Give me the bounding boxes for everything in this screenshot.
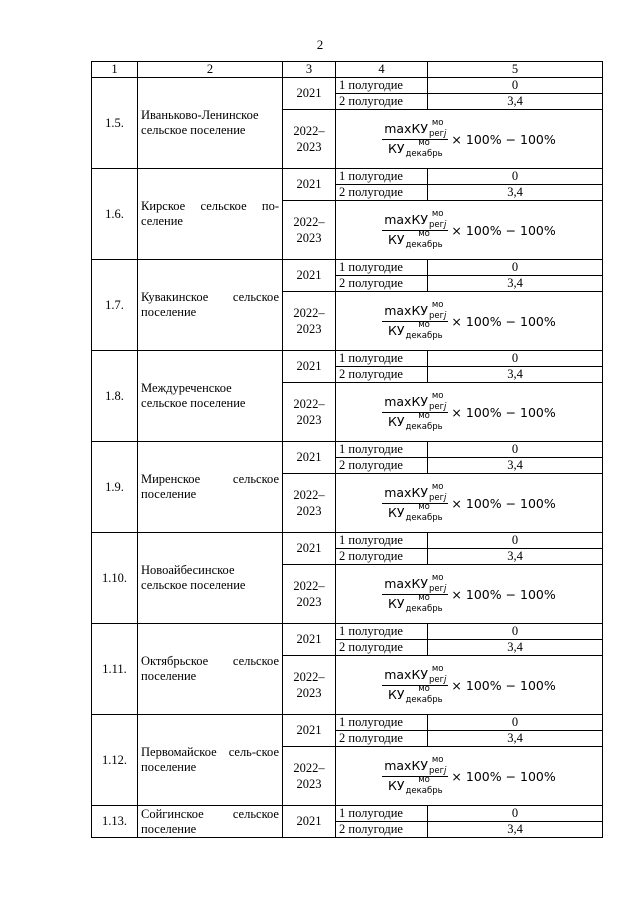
value-cell: 0 [428,442,603,458]
formula-sub [429,676,446,685]
half-year-label: 2 полугодие [336,94,428,110]
data-table [91,61,603,838]
formula-sub [429,403,446,412]
formula [382,117,556,159]
formula-sub-text: рег [428,311,445,321]
formula-sub-text: декабрь [405,513,443,523]
year-cell: 2021 [283,624,336,656]
formula [382,572,556,614]
formula-sub-text: декабрь [405,786,443,796]
value-cell: 3,4 [428,94,603,110]
row-number: 1.5. [92,78,138,169]
fraction [382,754,448,796]
fraction [382,663,448,705]
formula-sup: мо [418,592,430,603]
formula-ku: КУ [388,413,405,429]
formula-ku: КУ [388,595,405,611]
formula-sub-text: рег [428,402,445,412]
value-cell: 0 [428,169,603,185]
half-year-label: 2 полугодие [336,549,428,565]
fraction-denominator [386,592,445,614]
formula-cell [336,656,603,715]
value-cell: 3,4 [428,367,603,383]
formula-index [428,117,447,139]
half-year-label: 2 полугодие [336,185,428,201]
fraction-denominator [386,410,445,432]
year-cell: 2022–2023 [283,292,336,351]
formula-sup: мо [431,572,444,583]
page-number: 2 [316,37,324,52]
fraction-denominator [386,137,445,159]
value-cell: 3,4 [428,276,603,292]
year-cell: 2022–2023 [283,201,336,260]
formula-ku: КУ [388,777,405,793]
formula-sup: мо [431,390,444,401]
value-cell: 0 [428,351,603,367]
value-cell: 3,4 [428,640,603,656]
table-row [92,533,603,549]
year-cell: 2021 [283,533,336,565]
value-cell: 0 [428,624,603,640]
row-number: 1.12. [92,715,138,806]
formula-index [405,319,443,341]
formula-rest: × 100% − 100% [451,131,556,147]
year-cell: 2022–2023 [283,747,336,806]
formula-ku: КУ [411,575,428,591]
formula-max: max [384,393,412,409]
fraction-numerator [382,208,448,231]
formula-sub-text: декабрь [405,422,443,432]
formula-cell [336,292,603,351]
value-cell: 0 [428,78,603,94]
formula-sub-text: декабрь [405,149,443,159]
row-number: 1.7. [92,260,138,351]
formula [382,663,556,705]
formula-sub-text: рег [428,129,445,139]
formula-sub-text: декабрь [405,695,443,705]
formula-ku: КУ [388,231,405,247]
formula-index [428,299,447,321]
fraction-numerator [382,663,448,686]
settlement-name: Первомайское сель-ское поселение [138,715,283,806]
year-cell: 2021 [283,78,336,110]
half-year-label: 2 полугодие [336,276,428,292]
formula-max: max [384,302,412,318]
half-year-label: 1 полугодие [336,78,428,94]
fraction-denominator [386,228,445,250]
year-cell: 2022–2023 [283,565,336,624]
formula-sub-text: рег [428,584,445,594]
formula-index [428,663,447,685]
formula-sup: мо [431,754,444,765]
formula-ku: КУ [411,757,428,773]
half-year-label: 1 полугодие [336,806,428,822]
formula-index [428,208,447,230]
fraction-numerator [382,572,448,595]
half-year-label: 1 полугодие [336,442,428,458]
formula-rest: × 100% − 100% [451,495,556,511]
value-cell: 0 [428,260,603,276]
formula-index [405,774,443,796]
formula-sup: мо [418,501,430,512]
table-row [92,260,603,276]
fraction [382,299,448,341]
formula-sub-text: декабрь [405,240,443,250]
formula-ku: КУ [411,393,428,409]
fraction [382,117,448,159]
formula-sup: мо [418,319,430,330]
half-year-label: 1 полугодие [336,351,428,367]
header-cell: 1 [92,62,138,78]
formula-sub-j: j [444,584,447,594]
formula-sub [429,767,446,776]
table-row [92,442,603,458]
row-number: 1.13. [92,806,138,838]
half-year-label: 2 полугодие [336,458,428,474]
value-cell: 3,4 [428,185,603,201]
formula-sub-j: j [444,129,447,139]
formula-sub-j: j [444,766,447,776]
row-number: 1.8. [92,351,138,442]
formula [382,481,556,523]
formula-sup: мо [418,683,430,694]
year-cell: 2021 [283,260,336,292]
formula-ku: КУ [411,666,428,682]
formula-ku: КУ [388,686,405,702]
year-cell: 2022–2023 [283,656,336,715]
table-row [92,351,603,367]
half-year-label: 2 полугодие [336,731,428,747]
formula-sub-text: декабрь [405,331,443,341]
formula-index [405,137,443,159]
formula-sup: мо [431,481,444,492]
fraction-denominator [386,774,445,796]
formula-cell [336,110,603,169]
formula-index [428,390,447,412]
formula-rest: × 100% − 100% [451,222,556,238]
formula-sub-text: рег [428,220,445,230]
formula-rest: × 100% − 100% [451,768,556,784]
half-year-label: 2 полугодие [336,367,428,383]
half-year-label: 2 полугодие [336,640,428,656]
table-row [92,624,603,640]
formula-sup: мо [431,299,444,310]
formula [382,754,556,796]
settlement-name: Миренское сельское поселение [138,442,283,533]
formula-sub-text: рег [428,675,445,685]
year-cell: 2021 [283,169,336,201]
formula-sub-j: j [444,493,447,503]
half-year-label: 1 полугодие [336,624,428,640]
formula-sup: мо [418,228,430,239]
half-year-label: 2 полугодие [336,822,428,838]
formula-index [428,481,447,503]
formula-index [405,410,443,432]
formula-cell [336,201,603,260]
year-cell: 2021 [283,351,336,383]
formula-sup: мо [418,774,430,785]
value-cell: 3,4 [428,731,603,747]
formula-sub-j: j [444,675,447,685]
formula-index [405,592,443,614]
formula [382,390,556,432]
formula-ku: КУ [411,211,428,227]
header-cell: 3 [283,62,336,78]
formula-sub-j: j [444,220,447,230]
formula-max: max [384,211,412,227]
half-year-label: 1 полугодие [336,715,428,731]
formula-index [405,228,443,250]
table-row [92,715,603,731]
formula-index [405,683,443,705]
formula-ku: КУ [411,120,428,136]
fraction [382,481,448,523]
formula-sup: мо [431,663,444,674]
fraction-numerator [382,754,448,777]
year-cell: 2021 [283,715,336,747]
fraction-denominator [386,319,445,341]
formula-index [405,501,443,523]
settlement-name: Новоайбесинское сельское поселение [138,533,283,624]
value-cell: 0 [428,715,603,731]
row-number: 1.10. [92,533,138,624]
formula-sup: мо [431,208,444,219]
formula-cell [336,383,603,442]
table-row [92,806,603,822]
row-number: 1.11. [92,624,138,715]
value-cell: 0 [428,806,603,822]
fraction-numerator [382,117,448,140]
settlement-name: Междуреченское сельское поселение [138,351,283,442]
formula-max: max [384,575,412,591]
formula-sub [429,494,446,503]
settlement-name: Кирское сельское по-селение [138,169,283,260]
header-cell: 4 [336,62,428,78]
half-year-label: 1 полугодие [336,260,428,276]
value-cell: 3,4 [428,549,603,565]
header-row [92,62,603,78]
formula-sub-text: рег [428,493,445,503]
fraction-denominator [386,683,445,705]
formula-cell [336,474,603,533]
formula [382,299,556,341]
formula-ku: КУ [388,140,405,156]
formula-cell [336,747,603,806]
settlement-name: Кувакинское сельское поселение [138,260,283,351]
settlement-name: Октябрьское сельское поселение [138,624,283,715]
formula-sup: мо [418,137,430,148]
fraction [382,572,448,614]
header-cell: 2 [138,62,283,78]
formula-sub-j: j [444,402,447,412]
formula-sup: мо [431,117,444,128]
formula-sub-j: j [444,311,447,321]
table-row [92,169,603,185]
settlement-name: Сойгинское сельское поселение [138,806,283,838]
formula-sub [429,130,446,139]
formula-rest: × 100% − 100% [451,404,556,420]
formula-rest: × 100% − 100% [451,677,556,693]
formula-cell [336,565,603,624]
formula-ku: КУ [411,484,428,500]
formula-max: max [384,757,412,773]
formula-sup: мо [418,410,430,421]
fraction-numerator [382,390,448,413]
formula [382,208,556,250]
year-cell: 2022–2023 [283,474,336,533]
row-number: 1.6. [92,169,138,260]
half-year-label: 1 полугодие [336,169,428,185]
formula-max: max [384,484,412,500]
formula-sub [429,585,446,594]
formula-rest: × 100% − 100% [451,586,556,602]
formula-rest: × 100% − 100% [451,313,556,329]
value-cell: 3,4 [428,822,603,838]
value-cell: 3,4 [428,458,603,474]
formula-sub-text: рег [428,766,445,776]
formula-sub [429,221,446,230]
year-cell: 2021 [283,806,336,838]
formula-ku: КУ [388,322,405,338]
half-year-label: 1 полугодие [336,533,428,549]
fraction [382,390,448,432]
fraction-denominator [386,501,445,523]
formula-index [428,572,447,594]
year-cell: 2021 [283,442,336,474]
formula-sub [429,312,446,321]
year-cell: 2022–2023 [283,110,336,169]
formula-sub-text: декабрь [405,604,443,614]
fraction-numerator [382,299,448,322]
settlement-name: Иваньково-Ленинское сельское поселение [138,78,283,169]
value-cell: 0 [428,533,603,549]
formula-index [428,754,447,776]
table-row [92,78,603,94]
year-cell: 2022–2023 [283,383,336,442]
header-cell: 5 [428,62,603,78]
formula-ku: КУ [388,504,405,520]
formula-max: max [384,120,412,136]
formula-ku: КУ [411,302,428,318]
fraction-numerator [382,481,448,504]
row-number: 1.9. [92,442,138,533]
formula-max: max [384,666,412,682]
fraction [382,208,448,250]
